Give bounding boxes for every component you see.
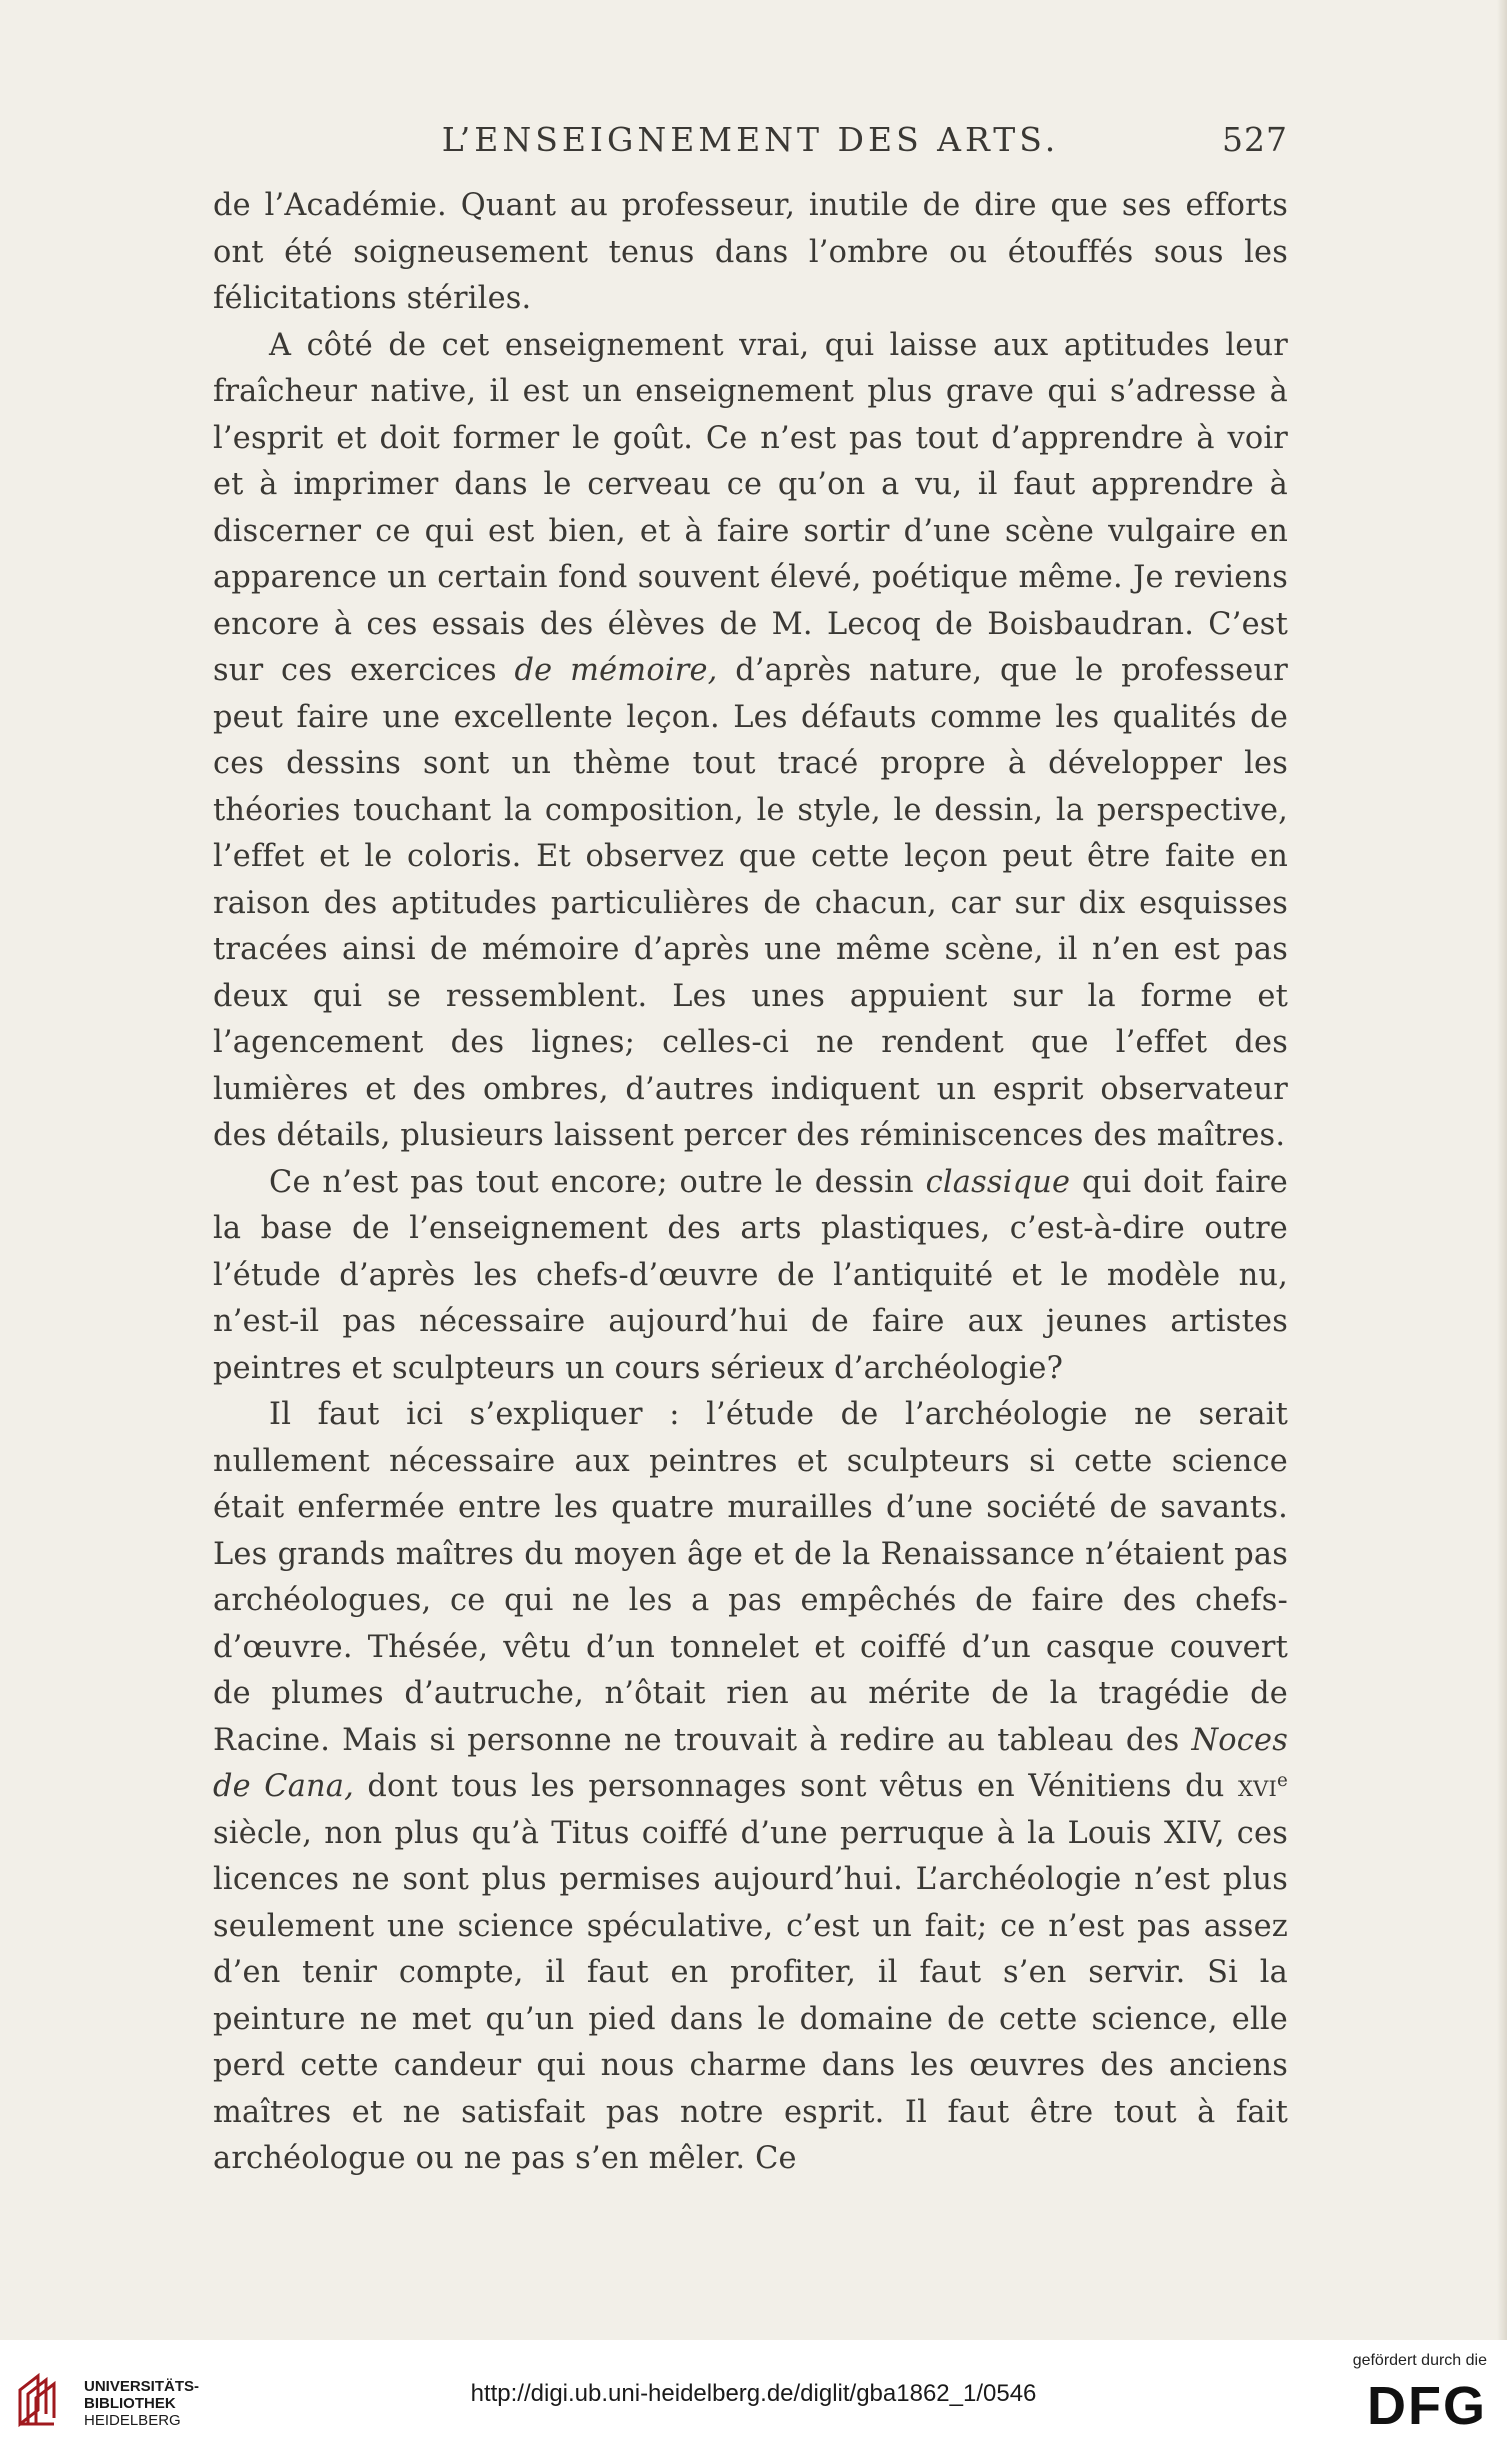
- library-name-line3: HEIDELBERG: [84, 2412, 181, 2429]
- paragraph-3-italic: classique: [925, 1164, 1071, 1200]
- dfg-logo-text: DFG: [1367, 2378, 1487, 2430]
- library-name-line1: UNIVERSITÄTS-: [84, 2378, 200, 2395]
- century-superscript: e: [1276, 1769, 1288, 1791]
- paragraph-4-text-a: Il faut ici s’expliquer : l’étude de l’archéologie ne serait nullement nécessaire aux peintres et sculpteurs si cette science était enfermée entre les quatre murailles d’une société de savants. Les grands maîtres du moyen âge et de la Renaissance n’étaient pas archéologues, ce qui ne les a pas empêchés de faire des chefs-d’œuvre. Thésée, vêtu d’un tonnelet et coiffé d’un casque couvert de plumes d’autruche, n’ôtait rien au mérite de la tragédie de Racine. Mais si personne ne trouvait à redire au tableau des: [213, 1397, 1288, 1758]
- paragraph-2-text-b: d’après nature, que le professeur peut faire une excellente leçon. Les défauts comme les qualités de ces dessins sont un thème tout tracé propre à développer les théories touchant la composition, le style, le dessin, la perspective, l’effet et le coloris. Et observez que cette leçon peut être faite en raison des aptitudes particulières de chacun, car sur dix esquisses tracées ainsi de mémoire d’après une même scène, il n’en est pas deux qui se ressemblent. Les unes appuient sur la forme et l’agencement des lignes; celles-ci ne rendent que l’effet des lumières et des ombres, d’autres indiquent un esprit observateur des détails, plusieurs laissent percer des réminiscences des maîtres.: [213, 653, 1288, 1153]
- funding-label: gefördert durch die: [1352, 2352, 1487, 2369]
- paragraph-4-italic: Noces de Cana,: [213, 1722, 1288, 1804]
- paragraph-4-text-c: siècle, non plus qu’à Titus coiffé d’une perruque à la Louis XIV, ces licences ne sont plus permises aujourd’hui. L’archéologie n’est plus seulement une science spéculative, c’est un fait; ce n’est pas assez d’en tenir compte, il faut en profiter, il faut s’en servir. Si la peinture ne met qu’un pied dans le domaine de cette science, elle perd cette candeur qui nous charme dans les œuvres des anciens maîtres et ne satisfait pas notre esprit. Il faut être tout à fait archéologue ou ne pas s’en mêler. Ce: [213, 1815, 1288, 2176]
- running-head: [213, 116, 1288, 176]
- paragraph-2-text-a: A côté de cet enseignement vrai, qui laisse aux aptitudes leur fraîcheur native, il est un enseignement plus grave qui s’adresse à l’esprit et doit former le goût. Ce n’est pas tout d’apprendre à voir et à imprimer dans le cerveau ce qu’on a vu, il faut apprendre à discerner ce qui est bien, et à faire sortir d’une scène vulgaire en apparence un certain fond souvent élevé, poétique même. Je reviens encore à ces essais des élèves de M. Lecoq de Boisbaudran. C’est sur ces exercices: [213, 327, 1288, 688]
- paragraph-3-text-b: qui doit faire la base de l’enseignement des arts plastiques, c’est-à-dire outre l’étude d’après les chefs-d’œuvre de l’antiquité et le modèle nu, n’est-il pas nécessaire aujourd’hui de faire aux jeunes artistes peintres et sculpteurs un cours sérieux d’archéologie?: [213, 1164, 1288, 1386]
- paragraph-3: [213, 1160, 1288, 1393]
- paragraph-2-italic: de mémoire,: [514, 653, 718, 688]
- paragraph-1: [213, 183, 1288, 323]
- library-name-line2: BIBLIOTHEK: [84, 2395, 176, 2412]
- running-title: L’ENSEIGNEMENT DES ARTS.: [441, 120, 1060, 159]
- century-numeral: xvi: [1237, 1769, 1277, 1804]
- paragraph-4: [213, 1392, 1288, 2183]
- paragraph-3-text-a: Ce n’est pas tout encore; outre le dessin: [269, 1164, 914, 1200]
- footer-bar: [0, 2340, 1507, 2453]
- paragraph-2: [213, 323, 1288, 1160]
- page-number: 527: [1222, 120, 1288, 159]
- body-text: [213, 183, 1288, 2183]
- permalink-url[interactable]: http://digi.ub.uni-heidelberg.de/diglit/gba1862_1/0546: [470, 2380, 1037, 2407]
- paragraph-1-text: de l’Académie. Quant au professeur, inutile de dire que ses efforts ont été soigneusement tenus dans l’ombre ou étouffés sous les félicitations stériles.: [213, 188, 1288, 316]
- dfg-logo-icon: [1337, 2378, 1487, 2430]
- paragraph-4-text-b: dont tous les personnages sont vêtus en Vénitiens du: [367, 1769, 1225, 1804]
